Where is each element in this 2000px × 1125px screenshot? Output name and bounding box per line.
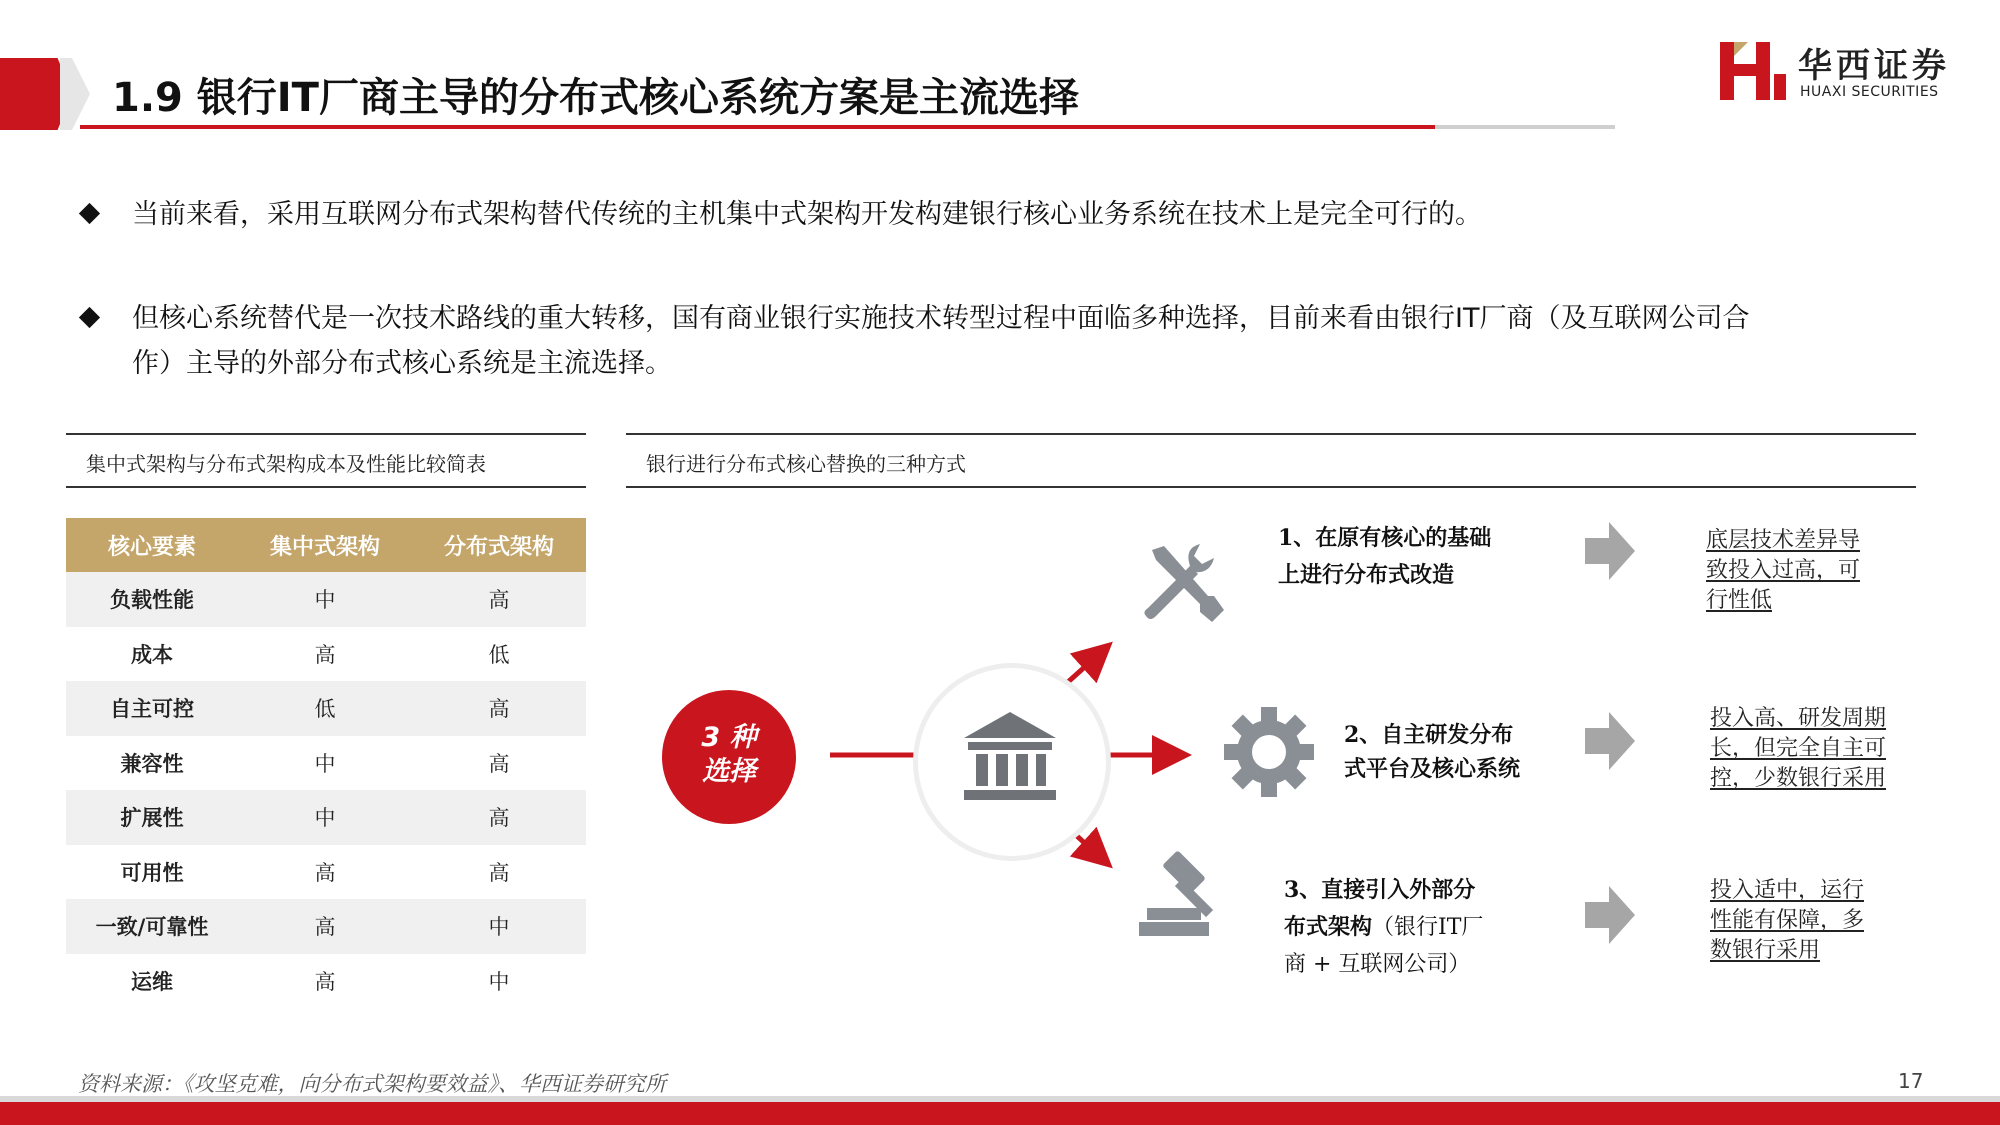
option-3-line1: 3、直接引入外部分 [1284,877,1476,903]
table-cell: 高 [412,790,586,845]
table-row [66,845,586,900]
table-row [66,627,586,682]
table-caption-top-rule [66,433,586,435]
logo-chinese-name: 华西证券 [1798,46,1950,86]
bullet-diamond-icon [79,307,100,328]
arrow-right-icon [1585,712,1635,770]
table-row [66,954,586,1009]
table-caption-bottom-rule [66,486,586,488]
company-logo [1718,38,1968,108]
table-cell: 低 [238,681,412,736]
header-grey-tab [60,58,90,130]
table-row [66,899,586,954]
option-2-result-line: 控，少数银行采用 [1710,766,1887,791]
table-cell: 中 [238,572,412,627]
option-2-text [1344,718,1520,786]
option-1-line2: 上进行分布式改造 [1278,562,1455,588]
title-underline [80,125,1435,129]
option-1-result-line: 行性低 [1706,588,1773,613]
table-header-row [66,518,586,572]
table-cell: 一致/可靠性 [66,899,238,954]
table-cell: 自主可控 [66,681,238,736]
table-cell: 负载性能 [66,572,238,627]
option-3-line2-bold: 布式架构 [1284,914,1373,940]
table-cell: 低 [488,642,510,667]
option-3-line2-rest: （银行IT厂 [1372,915,1484,940]
table-row [66,572,586,627]
table-cell: 高 [412,572,586,627]
option-3-text [1284,872,1483,983]
option-2-result-line: 长，但完全自主可 [1710,736,1887,761]
three-choices-line1: 3 种 [701,722,757,753]
title-underline-grey [1435,125,1615,129]
bullet-diamond-icon [79,203,100,224]
table-cell: 可用性 [120,859,184,885]
table-cell: 兼容性 [120,750,184,776]
bullet-2-text-line2: 作）主导的外部分布式核心系统是主流选择。 [132,348,672,379]
table-cell: 高 [238,899,412,954]
table-cell: 成本 [131,641,173,667]
option-1-line1: 1、在原有核心的基础 [1278,525,1492,551]
table-caption: 集中式架构与分布式架构成本及性能比较简表 [86,452,486,476]
huaxi-logo-mark [1718,38,1788,104]
table-row [66,790,586,845]
bullet-1-text: 当前来看，采用互联网分布式架构替代传统的主机集中式架构开发构建银行核心业务系统在技术上是完全可行的。 [132,199,1482,230]
page-title: 1.9 银行IT厂商主导的分布式核心系统方案是主流选择 [112,75,1079,121]
bullet-2 [80,296,1900,388]
option-1-result-line: 致投入过高，可 [1706,558,1861,583]
arrow-right-icon [1585,886,1635,944]
diagram-caption-bottom-rule [626,486,1916,488]
option-3-result-line: 性能有保障，多 [1710,908,1865,933]
option-3-result-line: 数银行采用 [1710,938,1821,963]
three-choices-circle [662,690,796,824]
diagram-caption-top-rule [626,433,1916,435]
table-row [66,736,586,791]
table-row [66,681,586,736]
diagram-caption: 银行进行分布式核心替换的三种方式 [646,452,966,476]
bank-icon [960,708,1060,804]
table-cell: 中 [238,790,412,845]
footer-red-bar [0,1102,2000,1125]
option-3-line3: 商 + 互联网公司） [1284,952,1471,977]
option-3-result [1710,876,1864,966]
table-cell: 高 [314,860,336,885]
option-1-result-line: 底层技术差异导 [1706,528,1861,553]
option-2-line1: 2、自主研发分布 [1344,722,1514,748]
option-2-line2: 式平台及核心系统 [1344,756,1521,782]
table-cell: 中 [488,969,510,994]
option-1-result [1706,526,1860,616]
table-cell: 高 [412,681,586,736]
table-cell: 高 [314,969,336,994]
three-choices-line2: 选择 [702,756,756,787]
table-cell: 高 [314,642,336,667]
comparison-table [66,518,586,1008]
table-cell: 运维 [131,968,173,994]
table-cell: 高 [488,751,510,776]
table-cell: 中 [412,899,586,954]
arrow-right-icon [1585,522,1635,580]
gear-icon [1222,705,1316,799]
table-header-cell: 分布式架构 [412,518,586,572]
table-cell: 高 [488,860,510,885]
option-2-result [1710,704,1886,794]
bullet-1 [80,192,1900,242]
bullet-2-text-line1: 但核心系统替代是一次技术路线的重大转移，国有商业银行实施技术转型过程中面临多种选择，目前来看由银行IT厂商（及互联网公司合 [132,303,1750,334]
tools-icon [1138,538,1228,628]
table-cell: 扩展性 [66,790,238,845]
table-header-cell: 核心要素 [66,518,238,572]
logo-english-name: HUAXI SECURITIES [1800,84,1939,100]
option-3-result-line: 投入适中，运行 [1710,878,1865,903]
option-2-result-line: 投入高、研发周期 [1710,706,1887,731]
gavel-icon [1133,846,1233,940]
table-cell: 中 [314,751,336,776]
source-note: 资料来源：《攻坚克难，向分布式架构要效益》、华西证券研究所 [78,1072,666,1096]
page-number: 17 [1898,1069,1924,1093]
option-1-text [1278,520,1491,594]
option-3-line2 [1284,909,1483,946]
table-header-cell: 集中式架构 [238,518,412,572]
